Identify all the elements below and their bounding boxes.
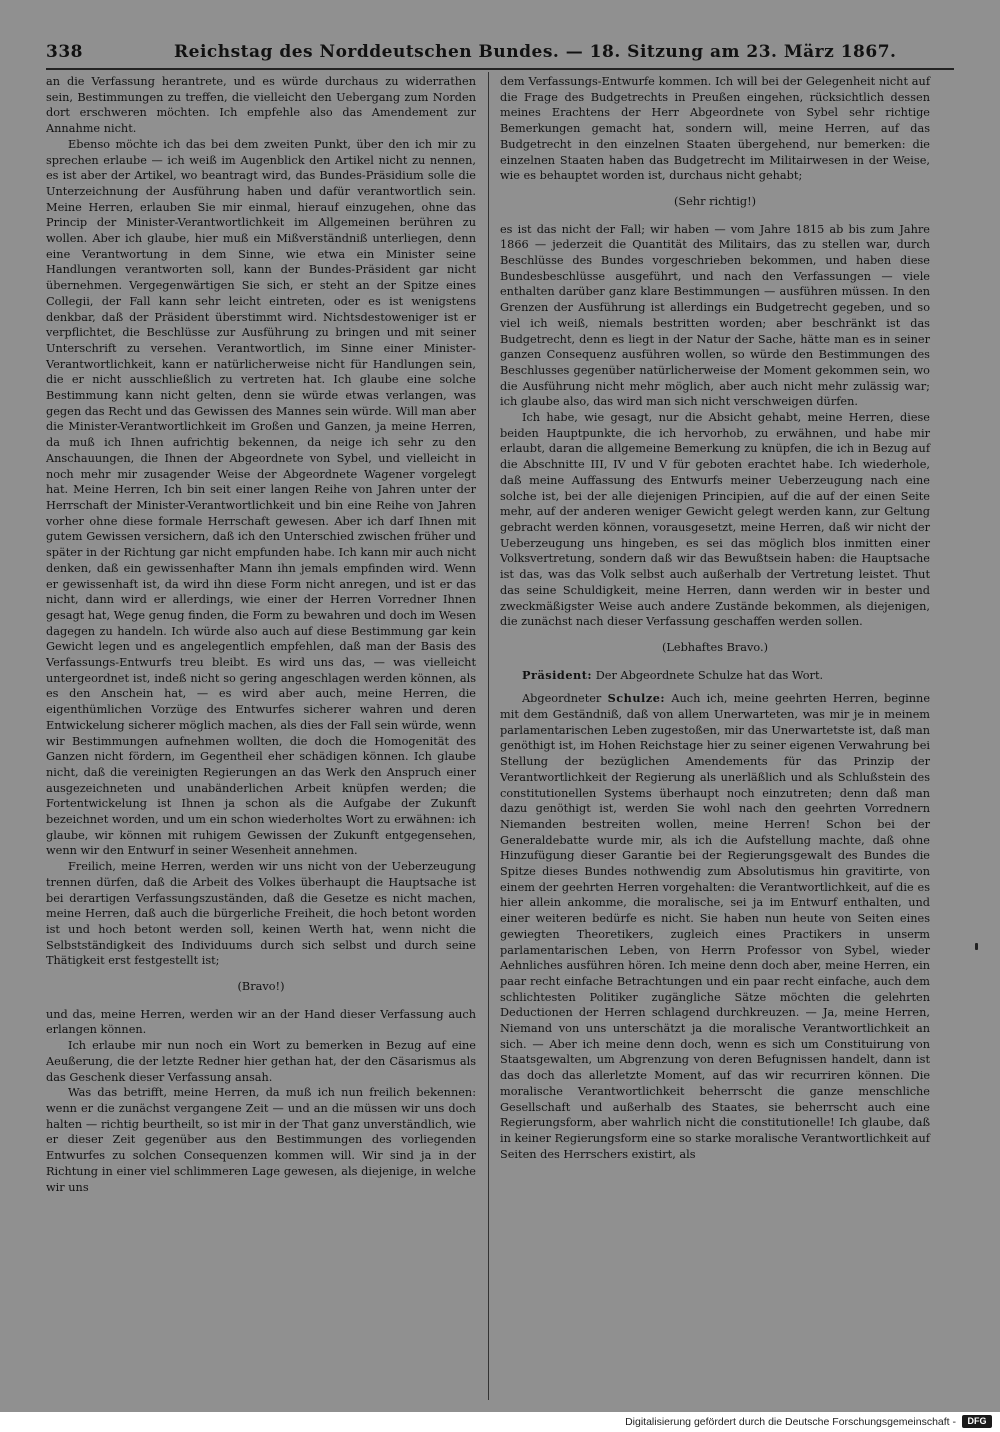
interjection: (Sehr richtig!) bbox=[673, 194, 757, 208]
speech-text: Auch ich, meine geehrten Herren, beginne mit dem Geständniß, daß von allem Unerwarteten, was mir je in meinem parlamentarischen Leben zugestoßen, mir das Unerwartetste ist, daß man genöthigt ist, im Hohen Reichstage hier zu seiner eigenen Verwahrung bei Stellung der bezüglichen Amendements für das Prinzip der Verantwortlichkeit der Regierung als unerläßlich und als Schlußstein des constitutionellen Systems überhaupt noch einzutreten; denn daß man dazu genöthigt ist, werden Sie wohl nach den geehrten Vorrednern Niemanden bestreiten wollen, meine Herren! Schon bei der Generaldebatte wurde mir, als ich die Aufstellung machte, daß ohne Hinzufügung dieser Garantie bei der Regierungsgewalt des Bundes die Spitze dieses Bundes nothwendig zum Absolutismus hin gravitirte, von einem der geehrten Herren vorgehalten: die Verantwortlichkeit, auf die es hier allein ankomme, die moralische, sei ja im Entwurf enthalten, und einer weiteren bedürfe es nicht. Sie haben nun heute von Seiten eines gewiegten Theoretikers, zugleich eines Practikers in unserm parlamentarischen Leben, von Herrn Professor von Sybel, wieder Aehnliches ausführen hören. Ich meine denn doch aber, meine Herren, ein paar recht einfache Betrachtungen und ein paar recht einfache, auch dem schlichtesten Politiker zugängliche Sätze möchten die gelehrten Deductionen der Herren schlagend durchkreuzen. — Ja, meine Herren, Niemand von uns unterschätzt ja die moralische Verantwortlichkeit an sich. — Aber ich meine denn doch, wenn es sich um Constituirung von Staatsgewalten, um Abgrenzung von deren Befugnissen handelt, dann ist das doch das allerletzte Moment, auf das wir recurriren können. Die moralische Verantwortlichkeit beherrscht die ganze menschliche Gesellschaft und außerhalb des Staates, sie beherrscht auch eine Regierungsform, aber wahrlich nicht die constitutionelle! Ich glaube, daß in keiner Regierungsform eine so starke moralische Verantwortlichkeit auf Seiten des Herrschers existirt, als bbox=[500, 692, 931, 1161]
right-column bbox=[500, 74, 930, 1162]
president-text: Der Abgeordnete Schulze hat das Wort. bbox=[595, 668, 824, 682]
paragraph: Ebenso möchte ich das bei dem zweiten Punkt, über den ich mir zu sprechen erlaube — ich weiß im Augenblick den Artikel nicht zu nennen, es ist aber der Artikel, wo beantragt wird, das Bundes-Präsidium solle die Unterzeichnung der Ausführung haben und dafür verantwortlich sein. Meine Herren, erlauben Sie mir einmal, hierauf einzugehen, ohne das Princip der Minister-Verantwortlichkeit im Allgemeinen berühren zu wollen. Aber ich glaube, hier muß ein Mißverständniß unterliegen, denn eine Verantwortung in dem Sinne, wie etwa ein Minister seine Handlungen verantworten soll, kann der Bundes-Präsident gar nicht übernehmen. Vergegenwärtigen Sie sich, er steht an der Spitze eines Collegii, der Fall kann sehr leicht eintreten, oder es ist wenigstens denkbar, daß der Präsident überstimmt wird. Nichtsdestoweniger ist er verpflichtet, die Beschlüsse zur Ausführung zu bringen und mit seiner Unterschrift zu versehen. Verantwortlich, im Sinne einer Minister-Verantwortlichkeit, kann er natürlicherweise nicht für Handlungen sein, die er nicht ausschließlich zu vertreten hat. Ich glaube eine solche Bestimmung kann nicht gelten, denn sie würde etwas verlangen, was gegen das Recht und das Gewissen des Mannes sein würde. Will man aber die Minister-Verantwortlichkeit im Großen und Ganzen, ja meine Herren, da muß ich Ihnen aufrichtig bekennen, da neige ich sehr zu den Anschauungen, die Ihnen der Abgeordnete von Sybel, und vielleicht in noch mehr mir zusagender Weise der Abgeordnete Wagener vorgelegt hat. Meine Herren, Ich bin seit einer langen Reihe von Jahren unter der Herrschaft der Minister-Verantwortlichkeit und bin eine Reihe von Jahren vorher ohne diese formale Herrschaft gewesen. Aber ich darf Ihnen mit gutem Gewissen versichern, daß ich den Unterschied zwischen früher und später in der Richtung gar nicht empfunden habe. Ich kann mir auch nicht denken, daß ein gewissenhafter Mann ihn jemals empfinden wird. Wenn er gewissenhaft ist, da wird ihn diese Form nicht anregen, und ist er das nicht, dann wird er allerdings, wie einer der Herren Vorredner Ihnen gesagt hat, Wege genug finden, die Form zu bewahren und doch im Wesen dagegen zu handeln. Ich würde also auch auf diese Bestimmung gar kein Gewicht legen und es angelegentlich empfehlen, daß man der Basis des Verfassungs-Entwurfs treu bleibt. Es wird uns das, — was vielleicht untergeordnet ist, indeß nicht so gering angeschlagen werden können, als es den Anschein hat, — es wird aber auch, meine Herren, die eigenthümlichen Vorzüge des Entwurfes sicherer wahren und deren Entwickelung sicherer möglich machen, als dies der Fall sein würde, wenn wir Bestimmungen aufnehmen wollten, die doch die Homogenität des Ganzen nicht fördern, im Gegentheil eher schädigen können. Ich glaube nicht, daß die vereinigten Regierungen an das Werk den Anspruch einer ausgezeichneten und unabänderlichen Arbeit knüpfen werden; die Fortentwickelung ist Ihnen ja schon als die Aufgabe der Zukunft bezeichnet worden, und um ein schon wiederholtes Wort zu erwähnen: ich glaube, wir können mit ruhigem Gewissen der Zukunft entgegensehen, wenn wir den Entwurf in seiner Wesenheit annehmen. bbox=[46, 137, 476, 858]
dfg-logo: DFG bbox=[962, 1415, 992, 1428]
footer-bar bbox=[0, 1412, 1000, 1432]
paragraph: Freilich, meine Herren, werden wir uns nicht von der Ueberzeugung trennen dürfen, daß die Arbeit des Volkes überhaupt die Hauptsache ist bei derartigen Verfassungszuständen, daß die Gesetze es nicht machen, meine Herren, daß auch die bürgerliche Freiheit, die hoch betont worden ist und hoch betont werden soll, keinen Werth hat, wenn nicht die Selbstständigkeit des Individuums durch sich selbst und durch seine Thätigkeit erst festgestellt ist; bbox=[46, 860, 476, 968]
president-label: Präsident: bbox=[522, 667, 593, 682]
page-header bbox=[46, 40, 954, 68]
header-rule bbox=[46, 68, 954, 70]
column-divider bbox=[488, 72, 489, 1400]
paragraph: und das, meine Herren, werden wir an der Hand dieser Verfassung auch erlangen können. bbox=[46, 1007, 476, 1037]
paragraph: an die Verfassung herantrete, und es würde durchaus zu widerrathen sein, Bestimmungen zu treffen, die vielleicht den Uebergang zum Norden dort erschweren möchten. Ich empfehle also das Amendement zur Annahme nicht. bbox=[46, 75, 476, 136]
speaker-prefix: Abgeordneter bbox=[522, 692, 602, 706]
page-number: 338 bbox=[46, 42, 83, 62]
paragraph: es ist das nicht der Fall; wir haben — vom Jahre 1815 ab bis zum Jahre 1866 — jederzeit die Quantität des Militairs, das zu stellen war, durch Beschlüsse des Bundes vorgeschrieben bekommen, und haben diese Bundesbeschlüsse ausgeführt, und nach den Verfassungen — viele enthalten darüber ganz klare Bestimmungen — ausführen müssen. In den Grenzen der Ausführung ist allerdings ein Budgetrecht gegeben, und so viel ich weiß, niemals bestritten worden; aber beschränkt ist das Budgetrecht, denn es liegt in der Natur der Sache, hätte man es in seiner ganzen Consequenz ausführen wollen, so würde den Bestimmungen des Beschlusses gegenüber natürlicherweise der Moment gekommen sein, wo die Ausführung nicht mehr möglich, aber auch nicht mehr zulässig war; ich glaube also, das wird man sich nicht verschweigen dürfen. bbox=[500, 222, 930, 409]
funding-credit: Digitalisierung gefördert durch die Deutsche Forschungsgemeinschaft - bbox=[625, 1416, 956, 1428]
interjection: (Bravo!) bbox=[237, 980, 285, 994]
left-column bbox=[46, 74, 476, 1195]
running-title: Reichstag des Norddeutschen Bundes. — 18. Sitzung am 23. März 1867. bbox=[174, 42, 897, 62]
margin-mark bbox=[975, 943, 978, 950]
interjection: (Lebhaftes Bravo.) bbox=[661, 640, 769, 654]
president-line bbox=[500, 668, 930, 684]
speaker-name: Schulze: bbox=[607, 691, 666, 706]
paragraph: Ich erlaube mir nun noch ein Wort zu bemerken in Bezug auf eine Aeußerung, die der letzte Redner hier gethan hat, der den Cäsarismus als das Geschenk dieser Verfassung ansah. bbox=[46, 1039, 476, 1084]
paragraph: Ich habe, wie gesagt, nur die Absicht gehabt, meine Herren, diese beiden Hauptpunkte, die ich hervorhob, zu erwähnen, und habe mir erlaubt, daran die allgemeine Bemerkung zu knüpfen, die ich in Bezug auf die Abschnitte III, IV und V für geboten erachtet habe. Ich wiederhole, daß meine Auffassung des Entwurfs meiner Ueberzeugung nach eine solche ist, bei der alle diejenigen Principien, auf die auf der einen Seite mehr, auf der anderen weniger Gewicht gelegt werden kann, zur Geltung gebracht werden können, vorausgesetzt, meine Herren, daß wir nicht der Ueberzeugung uns hingeben, es sei das möglich blos inmitten einer Volksvertretung, sondern daß wir das Bewußtsein haben: die Hauptsache ist das, was das Volk selbst auch außerhalb der Vertretung leistet. Thut das seine Schuldigkeit, meine Herren, dann werden wir in bester und zweckmäßigster Weise auch andere Zustände bekommen, als diejenigen, die zunächst nach dieser Verfassung geschaffen werden sollen. bbox=[500, 411, 930, 629]
paragraph: Was das betrifft, meine Herren, da muß ich nun freilich bekennen: wenn er die zunächst vergangene Zeit — und an die müssen wir uns doch halten — richtig beurtheilt, so ist mir in der That ganz unverständlich, wie er dieser Zeit gegenüber aus den Bestimmungen des vorliegenden Entwurfes zu solchen Consequenzen kommen will. Wir sind ja in der Richtung in einer viel schlimmeren Lage gewesen, als diejenige, in welche wir uns bbox=[46, 1086, 476, 1194]
paragraph: dem Verfassungs-Entwurfe kommen. Ich will bei der Gelegenheit nicht auf die Frage des Budgetrechts in Preußen eingehen, rücksichtlich dessen meines Erachtens der Herr Abgeordnete von Sybel sehr richtige Bemerkungen gemacht hat, sondern will, meine Herren, auf das Budgetrecht in den einzelnen Staaten übergehend, nur bemerken: die einzelnen Staaten haben das Budgetrecht im Militairwesen in der Weise, wie es behauptet worden ist, durchaus nicht gehabt; bbox=[500, 75, 930, 183]
speech-paragraph bbox=[500, 691, 930, 1162]
